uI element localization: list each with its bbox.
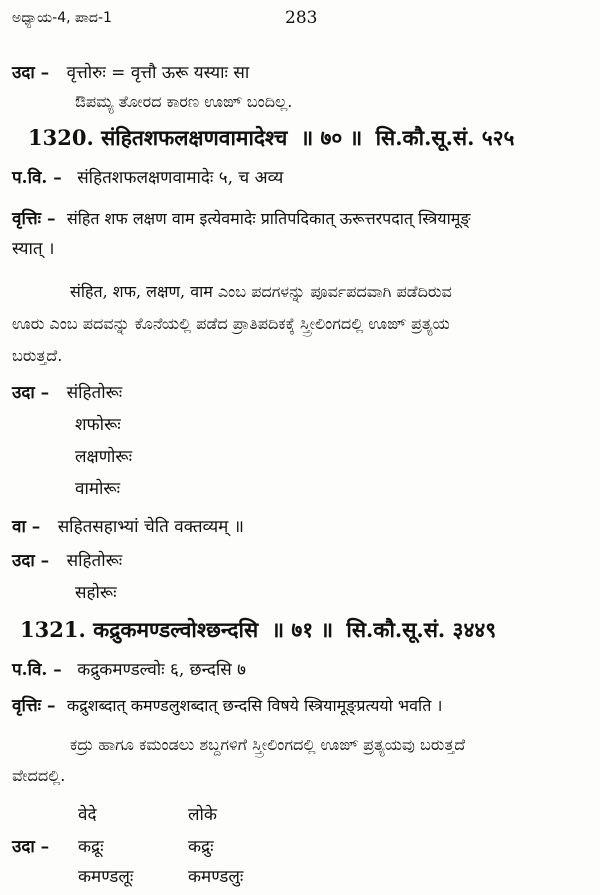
example-word: लक्षणोरूः [75, 447, 133, 467]
vritti-line [12, 693, 442, 716]
example-word: संहितोरूः [66, 383, 123, 403]
padaviccheda-label: प.वि. – [12, 168, 62, 188]
sutra-number: 1321. [20, 617, 86, 642]
vartika-text: सहितसहाभ्यां चेति वक्तव्यम् ॥ [57, 517, 244, 537]
example-word: शफोरूः [75, 415, 121, 435]
kannada-paragraph-line: संहित, शफ, लक्षण, वाम ಎಂಬ ಪದಗಳನ್ನು ಪೂರ್ವಪದವಾಗಿ ಪಡೆದಿರುವ [70, 282, 452, 301]
example-line [12, 548, 122, 571]
example-label: उदा – [12, 551, 50, 571]
chapter-header: ಅಧ್ಯಾಯ-4, ಪಾದ-1 [12, 10, 112, 26]
kannada-paragraph-line: ಊರು ಎಂಬ ಪದವನ್ನು ಕೊನೆಯಲ್ಲಿ ಪಡೆದ ಪ್ರಾತಿಪದಿಕಕ್ಕೆ ಸ್ತ್ರೀಲಿಂಗದಲ್ಲಿ ಊಙ್ ಪ್ರತ್ಯಯ [12, 314, 450, 333]
example-text: वृत्तोरुः = वृत्तौ ऊरू यस्याः सा [66, 63, 250, 83]
sutra-text: संहितशफलक्षणवामादेश्च [101, 125, 288, 150]
vritti-text: संहित शफ लक्षण वाम इत्येवमादेः प्रातिपदिकात् ऊरूत्तरपदात् स्त्रियामूङ् [66, 209, 471, 228]
kannada-paragraph-line: ಕದ್ರು ಹಾಗೂ ಕಮಂಡಲು ಶಬ್ದಗಳಿಗೆ ಸ್ತ್ರೀಲಿಂಗದಲ್ಲಿ ಊಙ್ ಪ್ರತ್ಯಯವು ಬರುತ್ತದೆ [70, 735, 466, 754]
sutra-count: ॥ ७० ॥ [300, 125, 363, 150]
sutra-text: कद्रुकमण्डल्वोश्छन्दसि [93, 617, 259, 642]
vritti-label: वृत्तिः – [12, 209, 56, 229]
table-cell: कद्रुः [188, 837, 214, 857]
example-label: उदा – [12, 63, 50, 83]
vritti-line [12, 206, 471, 229]
table-cell: कमण्डलुः [188, 867, 244, 887]
kannada-note: ಔಪಮ್ಯ ತೋರದ ಕಾರಣ ಊಙ್ ಬಂದಿಲ್ಲ. [75, 92, 293, 111]
example-word: वामोरूः [75, 479, 121, 499]
sutra-reference: सि.कौ.सू.सं. ५२५ [375, 125, 515, 150]
vartika-line [12, 514, 244, 537]
sutra-reference: सि.कौ.सू.सं. ३४४९ [346, 617, 497, 642]
vartika-label: वा – [12, 517, 41, 537]
page-number: 283 [285, 8, 318, 28]
example-line [12, 380, 122, 403]
kannada-paragraph-line: ವೇದದಲ್ಲಿ. [12, 766, 66, 785]
vritti-label: वृत्तिः – [12, 696, 56, 716]
padaviccheda-text: कद्रुकमण्डल्वोः ६, छन्दसि ७ [77, 660, 247, 680]
padaviccheda-text: संहितशफलक्षणवामादेः ५, च अव्य [77, 168, 284, 188]
table-cell: कमण्डलूः [78, 867, 134, 887]
sutra-count: ॥ ७१ ॥ [271, 617, 334, 642]
example-word: सहोरूः [75, 583, 117, 603]
sutra-heading-1320 [28, 124, 514, 152]
example-line [12, 60, 249, 83]
table-header-vede: वेदे [78, 805, 97, 825]
sutra-number: 1320. [28, 125, 94, 150]
padaviccheda-line [12, 165, 283, 188]
example-word: सहितोरूः [66, 551, 123, 571]
table-header-loke: लोके [188, 805, 217, 825]
example-label: उदा – [12, 837, 50, 857]
example-label: उदा – [12, 383, 50, 403]
padaviccheda-label: प.वि. – [12, 660, 62, 680]
padaviccheda-line [12, 657, 246, 680]
sutra-heading-1321 [20, 616, 496, 644]
vritti-text: कद्रुशब्दात् कमण्डलुशब्दात् छन्दसि विषये स्त्रियामूङ्प्रत्ययो भवति । [66, 696, 443, 715]
table-cell: कद्रूः [78, 837, 104, 857]
vritti-continuation: स्यात् । [12, 239, 55, 259]
kannada-paragraph-line: ಬರುತ್ತದೆ. [12, 346, 63, 365]
